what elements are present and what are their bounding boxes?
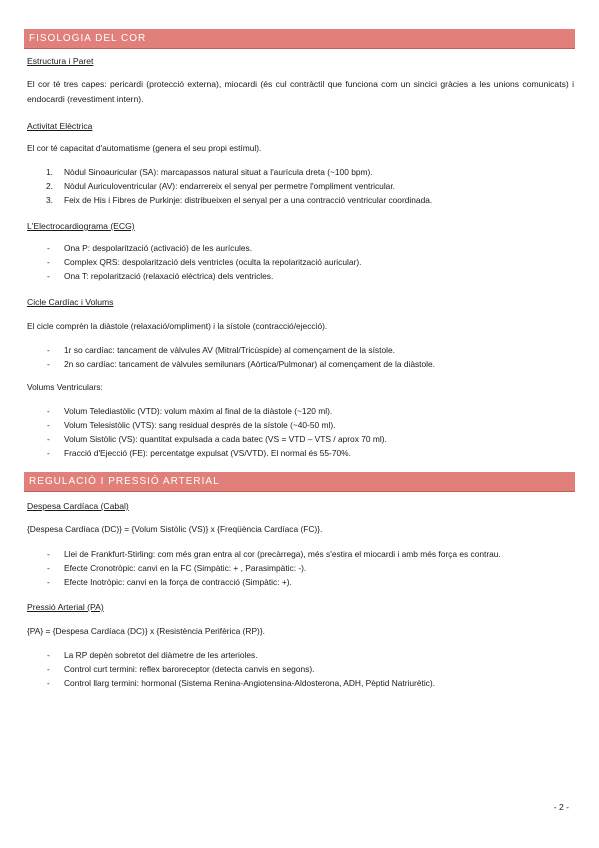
paragraph-automatisme: El cor té capacitat d'automatisme (genera el seu propi estímul). xyxy=(27,143,262,153)
page-number: - 2 - xyxy=(553,802,569,812)
heading-cicle-cardiac: Cicle Cardíac i Volums xyxy=(27,297,114,307)
heading-activitat-electrica: Activitat Elèctrica xyxy=(27,121,93,131)
heading-ecg: L'Electrocardiograma (ECG) xyxy=(27,221,135,231)
list-item: La RP depèn sobretot del diàmetre de les arterioles. xyxy=(64,650,258,660)
section-header-regulacio: REGULACIÓ I PRESSIÓ ARTERIAL xyxy=(24,472,575,492)
bullet-dash: - xyxy=(47,650,50,660)
bullet-dash: - xyxy=(47,406,50,416)
bullet-dash: - xyxy=(47,345,50,355)
list-item: Volum Telesistòlic (VTS): sang residual després de la sístole (~40-50 ml). xyxy=(64,420,336,430)
formula-pressio: {PA} = {Despesa Cardíaca (DC)} x {Resistència Perifèrica (RP)}. xyxy=(27,626,265,636)
section-header-fisiologia: FISOLOGIA DEL COR xyxy=(24,29,575,49)
bullet-dash: - xyxy=(47,678,50,688)
list-item: Volum Sistòlic (VS): quantitat expulsada a cada batec (VS = VTD – VTS / aprox 70 ml). xyxy=(64,434,387,444)
formula-despesa: {Despesa Cardíaca (DC)} = {Volum Sistòlic (VS)} x {Freqüència Cardíaca (FC)}. xyxy=(27,524,323,534)
bullet-dash: - xyxy=(47,664,50,674)
list-item: Complex QRS: despolarització dels ventricles (oculta la repolarització auricular). xyxy=(64,257,362,267)
paragraph-cicle: El cicle comprèn la diàstole (relaxació/ompliment) i la sístole (contracció/ejecció). xyxy=(27,321,328,331)
list-number: 2. xyxy=(46,181,53,191)
list-item: 1r so cardíac: tancament de vàlvules AV (Mitral/Tricúspide) al començament de la sístole. xyxy=(64,345,395,355)
list-item: Control llarg termini: hormonal (Sistema Renina-Angiotensina-Aldosterona, ADH, Pèptid Natriurètic). xyxy=(64,678,435,688)
list-item: 2n so cardíac: tancament de vàlvules semilunars (Aòrtica/Pulmonar) al començament de la diàstole. xyxy=(64,359,436,369)
heading-estructura: Estructura i Paret xyxy=(27,56,94,66)
list-item: Ona P: despolarització (activació) de les aurícules. xyxy=(64,243,253,253)
list-item: Control curt termini: reflex baroreceptor (detecta canvis en segons). xyxy=(64,664,315,674)
list-item: Volum Telediastòlic (VTD): volum màxim al final de la diàstole (~120 ml). xyxy=(64,406,333,416)
list-item: Llei de Frankfurt-Stirling: com més gran entra al cor (precàrrega), més s'estira el miocardi i amb més força es contrau. xyxy=(64,549,501,559)
list-item: Nòdul Auriculoventricular (AV): endarrereix el senyal per permetre l'ompliment ventricular. xyxy=(64,181,395,191)
bullet-dash: - xyxy=(47,243,50,253)
label-volums-ventriculars: Volums Ventriculars: xyxy=(27,382,103,392)
bullet-dash: - xyxy=(47,448,50,458)
bullet-dash: - xyxy=(47,563,50,573)
bullet-dash: - xyxy=(47,359,50,369)
list-number: 3. xyxy=(46,195,53,205)
bullet-dash: - xyxy=(47,257,50,267)
list-item: Efecte Inotròpic: canvi en la força de contracció (Simpàtic: +). xyxy=(64,577,292,587)
list-item: Fracció d'Ejecció (FE): percentatge expulsat (VS/VTD). El normal és 55-70%. xyxy=(64,448,351,458)
list-item: Efecte Cronotròpic: canvi en la FC (Simpàtic: + , Parasimpàtic: -). xyxy=(64,563,307,573)
bullet-dash: - xyxy=(47,271,50,281)
bullet-dash: - xyxy=(47,577,50,587)
paragraph-estructura: El cor té tres capes: pericardi (protecció externa), miocardi (és cul contràctil que funciona com un sincici gràcies a les unions comunicats) i endocardi (revestiment intern). xyxy=(27,79,574,104)
bullet-dash: - xyxy=(47,549,50,559)
list-item: Nòdul Sinoauricular (SA): marcapassos natural situat a l'aurícula dreta (~100 bpm). xyxy=(64,167,373,177)
list-number: 1. xyxy=(46,167,53,177)
bullet-dash: - xyxy=(47,420,50,430)
heading-despesa-cardiaca: Despesa Cardíaca (Cabal) xyxy=(27,501,129,511)
list-item: Feix de His i Fibres de Purkinje: distribueixen el senyal per a una contracció ventricular coordinada. xyxy=(64,195,433,205)
list-item: Ona T: repolarització (relaxació elèctrica) dels ventricles. xyxy=(64,271,274,281)
heading-pressio-arterial: Pressió Arterial (PA) xyxy=(27,602,104,612)
bullet-dash: - xyxy=(47,434,50,444)
